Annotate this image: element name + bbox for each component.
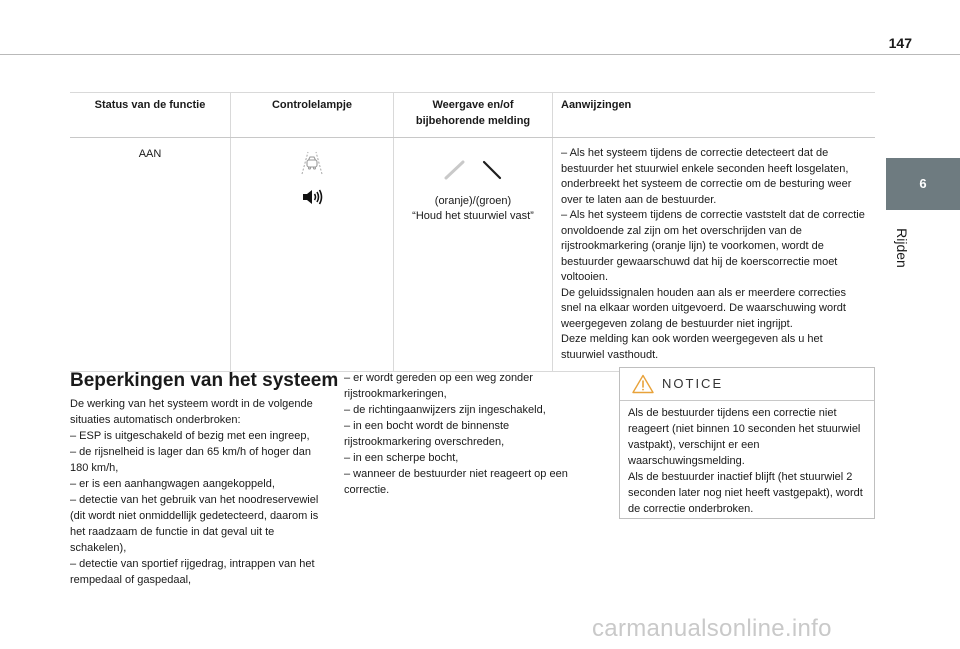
orange-lane-line-icon <box>443 160 465 180</box>
note-paragraph: – Als het systeem tijdens de correctie detecteert dat de bestuurder het stuurwiel enkele seconden heeft losgelaten, onderbreekt het systeem de correctie om de besturing weer over te laten aan de bestuurder. <box>561 147 852 206</box>
header-warning-lamp: Controlelampje <box>231 93 394 138</box>
notice-divider <box>620 400 874 401</box>
chapter-number-tab[interactable]: 6 <box>886 158 960 210</box>
header-divider <box>0 54 960 55</box>
function-status-table <box>70 92 875 372</box>
text-line: – de richtingaanwijzers zijn ingeschakeld, <box>344 404 546 416</box>
notice-body <box>628 405 870 517</box>
cell-notes <box>553 138 876 372</box>
text-line: – er is een aanhangwagen aangekoppeld, <box>70 478 275 490</box>
limitations-middle-column <box>344 370 594 498</box>
page-number: 147 <box>888 35 912 51</box>
display-message: “Houd het stuurwiel vast” <box>412 210 534 222</box>
section-title: Beperkingen van het systeem <box>70 370 339 391</box>
cell-display-message <box>394 138 553 372</box>
table-header-row <box>70 93 875 138</box>
status-value: AAN <box>138 148 162 160</box>
lane-line-indicators <box>402 160 544 180</box>
notice-title: NOTICE <box>662 376 724 391</box>
text-line: – wanneer de bestuurder niet reageert op een correctie. <box>344 468 568 496</box>
table-row <box>70 138 875 372</box>
note-paragraph: Deze melding kan ook worden weergegeven als u het stuurwiel vasthoudt. <box>561 333 823 361</box>
cell-status <box>70 138 231 372</box>
text-line: – de rijsnelheid is lager dan 65 km/h of hoger dan 180 km/h, <box>70 446 311 474</box>
text-line: – er wordt gereden op een weg zonder rijstrookmarkeringen, <box>344 372 533 400</box>
chapter-title-text: Rijden <box>894 228 910 268</box>
text-line: – detectie van sportief rijgedrag, intrappen van het rempedaal of gaspedaal, <box>70 558 315 586</box>
header-notes: Aanwijzingen <box>553 93 876 138</box>
text-line: De werking van het systeem wordt in de volgende situaties automatisch onderbroken: <box>70 398 313 426</box>
green-lane-line-icon <box>481 160 503 180</box>
notice-header <box>620 368 874 398</box>
notice-paragraph: Als de bestuurder inactief blijft (het stuurwiel 2 seconden later nog niet heeft vastgepakt), wordt de correctie onderbroken. <box>628 471 863 515</box>
watermark: carmanualsonline.info <box>592 615 832 642</box>
text-line: – in een bocht wordt de binnenste rijstrookmarkering overschreden, <box>344 420 510 448</box>
text-line: – detectie van het gebruik van het noodreservewiel (dit wordt niet onmiddellijk gedetecteerd, daarom is het raadzaam de functie in dat geval uit te schakelen), <box>70 494 319 554</box>
text-line: – ESP is uitgeschakeld of bezig met een ingreep, <box>70 430 310 442</box>
sound-signal-icon <box>301 188 323 206</box>
cell-warning-lamp <box>231 138 394 372</box>
note-paragraph: – Als het systeem tijdens de correctie vaststelt dat de correctie onvoldoende zal zijn om het overschrijden van de rijstrookmarkering (oranje lijn) te voorkomen, wordt de bestuurder gewaarschuwd dat hij de koerscorrectie moet voltooien. <box>561 209 865 283</box>
limitations-left-column <box>70 396 328 588</box>
notice-paragraph: Als de bestuurder tijdens een correctie niet reageert (niet binnen 10 seconden het stuurwiel vastpakt), verschijnt er een waarschuwingsmelding. <box>628 407 861 467</box>
notice-box <box>619 367 875 519</box>
warning-triangle-icon <box>632 374 654 394</box>
note-paragraph: De geluidssignalen houden aan als er meerdere correcties snel na elkaar worden uitgevoerd. De waarschuwing wordt weergegeven zolang de bestuurder niet ingrijpt. <box>561 286 846 330</box>
header-status: Status van de functie <box>70 93 231 138</box>
header-display-message: Weergave en/of bijbehorende melding <box>394 93 553 138</box>
lane-keeping-lamp-icon <box>298 148 326 176</box>
text-line: – in een scherpe bocht, <box>344 452 459 464</box>
display-color-legend: (oranje)/(groen) <box>434 195 512 207</box>
chapter-title <box>884 220 924 280</box>
